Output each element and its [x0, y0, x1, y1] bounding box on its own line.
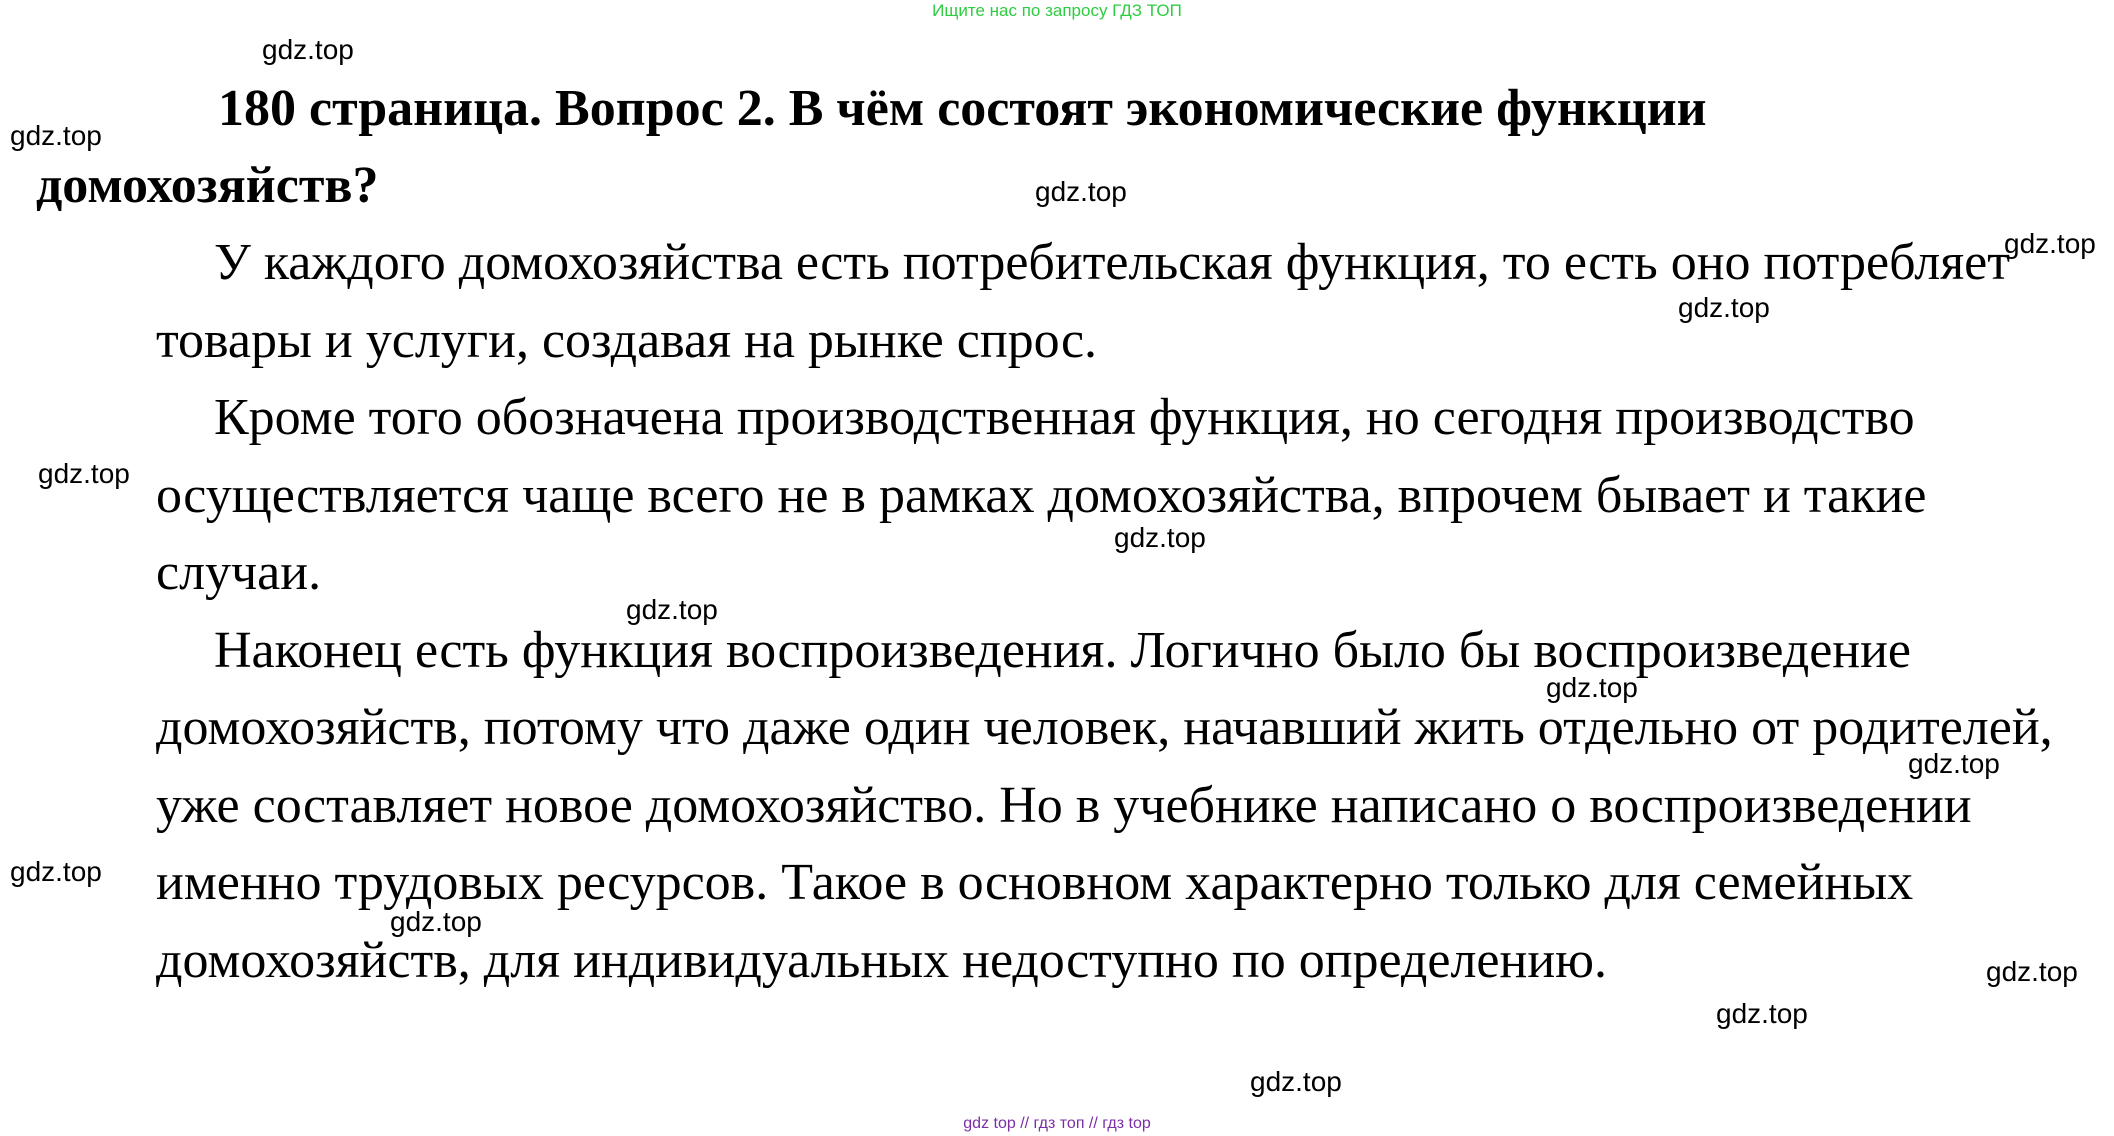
watermark: gdz.top: [1035, 176, 1127, 207]
watermark: gdz.top: [1678, 292, 1770, 323]
watermark: gdz.top: [1908, 748, 2000, 779]
watermark: gdz.top: [2004, 228, 2096, 259]
watermark: gdz.top: [38, 458, 130, 489]
answer-paragraph-1: У каждого домохозяйства есть потребительская функция, то есть оно потребляет товары и услуги, создавая на рынке спрос.: [156, 234, 2010, 369]
watermark: gdz.top: [10, 120, 102, 151]
watermark: gdz.top: [626, 594, 718, 625]
watermark: gdz.top: [10, 856, 102, 887]
answer-text: [156, 224, 2076, 999]
watermark: gdz.top: [1114, 522, 1206, 553]
watermark: gdz.top: [1986, 956, 2078, 987]
watermark: gdz.top: [1716, 998, 1808, 1029]
watermark: gdz.top: [1250, 1066, 1342, 1097]
answer-paragraph-3: Наконец есть функция воспроизведения. Логично было бы воспроизведение домохозяйств, потому что даже один человек, начавший жить отдельно от родителей, уже составляет новое домохозяйство. Но в учебнике написано о воспроизведении именно трудовых ресурсов. Такое в основном характерно только для семейных домохозяйств, для индивидуальных недоступно по определению.: [156, 621, 2053, 989]
watermark: gdz.top: [262, 34, 354, 65]
footer-links[interactable]: gdz top // гдз топ // гдз top: [963, 1115, 1151, 1132]
watermark: gdz.top: [1546, 672, 1638, 703]
watermark: gdz.top: [390, 906, 482, 937]
question-title: 180 страница. Вопрос 2. В чём состоят экономические функции домохозяйств?: [36, 80, 1707, 214]
search-hint-banner: Ищите нас по запросу ГДЗ ТОП: [932, 1, 1182, 20]
answer-paragraph-2: Кроме того обозначена производственная функция, но сегодня производство осуществляется чаще всего не в рамках домохозяйства, впрочем бывает и такие случаи.: [156, 389, 1927, 601]
